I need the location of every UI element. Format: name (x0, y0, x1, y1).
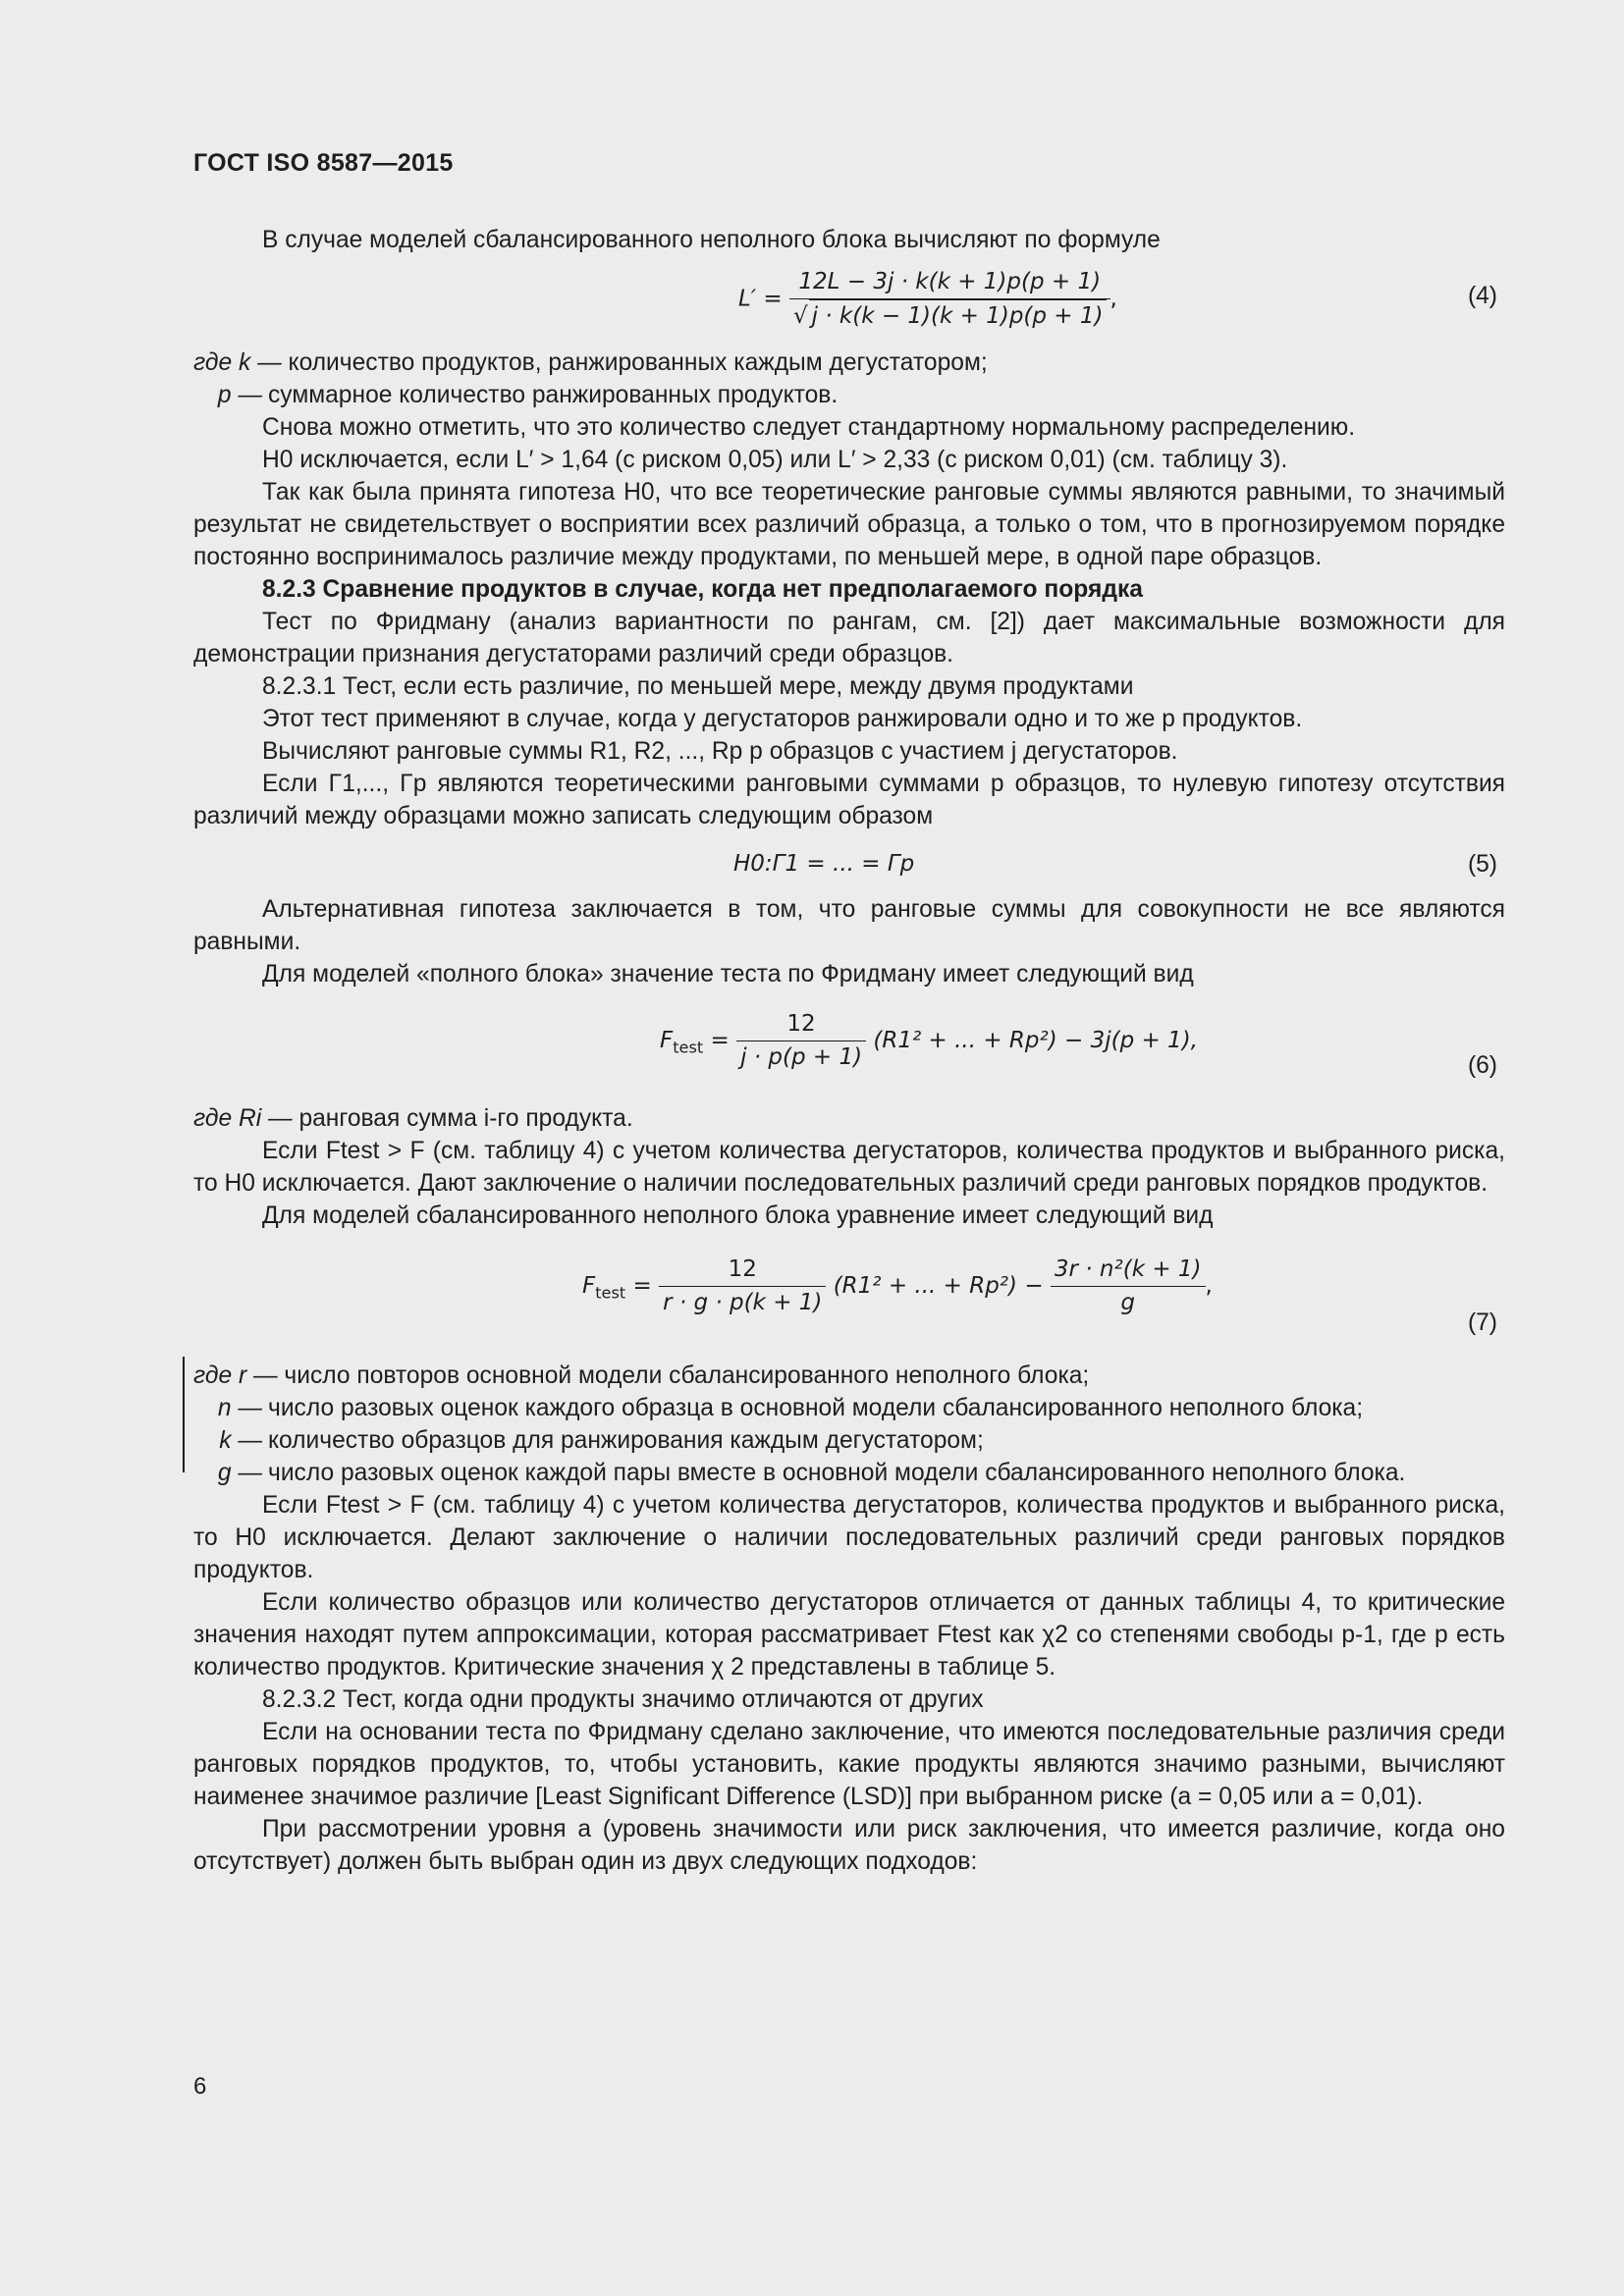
formula-5-number: (5) (1467, 851, 1497, 878)
formula-4-number: (4) (1467, 283, 1497, 309)
formula-7-numerator: 12 (728, 1256, 757, 1282)
document-header: ГОСТ ISO 8587—2015 (193, 149, 454, 177)
subsection-heading: 8.2.3.2 Тест, когда одни продукты значимо отличаются от других (262, 1686, 984, 1713)
formula-4-fraction (789, 266, 1110, 333)
where-symbol: где Ri — (193, 1105, 293, 1132)
formula-7-lhs-subscript: test (595, 1283, 626, 1303)
paragraph: Для моделей «полного блока» значение теста по Фридману имеет следующий вид (262, 961, 1194, 988)
where-description: число повторов основной модели сбалансированного неполного блока; (284, 1362, 1090, 1389)
paragraph: Тест по Фридману (анализ вариантности по рангам, см. [2]) дает максимальные возможности для демонстрации признания дегустаторами различий среди образцов. (193, 609, 1505, 667)
where-symbol: p — (217, 382, 262, 408)
formula-6-lhs: F (660, 1028, 674, 1053)
paragraph: Так как была принята гипотеза H0, что все теоретические ранговые суммы являются равными, то значимый результат не свидетельствует о восприятии всех различий образца, а только о том, что в прогнозируемом порядке постоянно воспринималось различие между продуктами, по меньшей мере, в одной паре образцов. (193, 479, 1505, 570)
formula-6-denominator: j · p(p + 1) (736, 1041, 866, 1074)
paragraph: Если Ftest > F (см. таблицу 4) с учетом количества дегустаторов, количества продуктов и выбранного риска, то H0 исключается. Делают заключение о наличии последовательных различий среди ранговых порядков продуктов. (193, 1492, 1505, 1583)
formula-4-tail: , (1110, 286, 1117, 312)
formula-6-numerator: 12 (786, 1011, 816, 1037)
where-symbol: где k — (193, 349, 282, 376)
section-heading: 8.2.3 Сравнение продуктов в случае, когда нет предполагаемого порядка (262, 576, 1143, 603)
where-description: количество продуктов, ранжированных каждым дегустатором; (288, 349, 988, 376)
where-description: количество образцов для ранжирования каждым дегустатором; (268, 1427, 984, 1454)
formula-7-tail: , (1205, 1273, 1213, 1299)
formula-7-denominator-2: g (1051, 1286, 1206, 1319)
paragraph: H0 исключается, если L′ > 1,64 (с риском 0,05) или L′ > 2,33 (с риском 0,01) (см. таблицу 3). (262, 447, 1288, 473)
where-symbol: n — (217, 1395, 262, 1421)
paragraph: Если Ftest > F (см. таблицу 4) с учетом количества дегустаторов, количества продуктов и выбранного риска, то H0 исключается. Дают заключение о наличии последовательных различий среди ранговых порядков продуктов. (193, 1138, 1505, 1197)
where-description: число разовых оценок каждой пары вместе в основной модели сбалансированного неполного блока. (268, 1460, 1406, 1486)
formula-7-fraction-2 (1051, 1254, 1206, 1319)
formula-7-fraction (659, 1254, 826, 1319)
formula-5-expression: H0:Γ1 = ... = Γp (733, 851, 915, 877)
page-number: 6 (193, 2073, 207, 2100)
subsection-heading: 8.2.3.1 Тест, если есть различие, по меньшей мере, между двумя продуктами (262, 673, 1134, 700)
paragraph: Альтернативная гипотеза заключается в том, что ранговые суммы для совокупности не все являются равными. (193, 896, 1505, 955)
where-clause (193, 1424, 1505, 1457)
paragraph: Этот тест применяют в случае, когда у дегустаторов ранжировали одно и то же p продуктов. (262, 706, 1303, 732)
paragraph: Если количество образцов или количество дегустаторов отличается от данных таблицы 4, то критические значения находят путем аппроксимации, которая рассматривает Ftest как χ2 со степенями свободы p-1, где p есть количество продуктов. Критические значения χ 2 представлены в таблице 5. (193, 1589, 1505, 1681)
formula-4-lhs: L′ = (738, 286, 783, 312)
paragraph: Для моделей сбалансированного неполного блока уравнение имеет следующий вид (262, 1202, 1214, 1229)
formula-7-lhs: F (582, 1273, 596, 1299)
where-description: ранговая сумма i-го продукта. (298, 1105, 633, 1132)
formula-4-numerator: 12L − 3j · k(k + 1)p(p + 1) (798, 269, 1102, 294)
where-symbol: k — (219, 1427, 262, 1454)
formula-6-number: (6) (1467, 1052, 1497, 1079)
where-clause (193, 1360, 1505, 1392)
formula-7-number: (7) (1467, 1309, 1497, 1336)
where-clause (193, 379, 1505, 411)
formula-7: $F_{test}$ = $\frac{12}{r \cdot g \cdot p(k + 1)}$ (R1² + ... + Rp²) − $\frac{\text{3r · n²(k + 1)}}{g}$ , (7) (193, 1232, 1505, 1360)
formula-4 (193, 262, 1505, 337)
formula-7-numerator-2: 3r · n²(k + 1) (1054, 1256, 1202, 1282)
where-clause (193, 1102, 1505, 1135)
paragraph: В случае моделей сбалансированного неполного блока вычисляют по формуле (262, 227, 1161, 253)
revision-margin-bar (183, 1357, 185, 1472)
where-description: число разовых оценок каждого образца в основной модели сбалансированного неполного блока; (268, 1395, 1364, 1421)
paragraph: Снова можно отметить, что это количество следует стандартному нормальному распределению. (262, 414, 1356, 441)
formula-5 (193, 838, 1505, 893)
formula-4-denominator: √ j · k(k − 1)(k + 1)p(p + 1) (789, 298, 1110, 333)
paragraph: Если Γ1,..., Γp являются теоретическими ранговыми суммами p образцов, то нулевую гипотезу отсутствия различий между образцами можно записать следующим образом (193, 771, 1505, 829)
where-clause (193, 1392, 1505, 1424)
formula-6-lhs-subscript: test (673, 1038, 704, 1057)
where-symbol: где r — (193, 1362, 278, 1389)
formula-7-denominator: r · g · p(k + 1) (659, 1286, 826, 1319)
document-body (193, 224, 1505, 1878)
formula-7-middle: (R1² + ... + Rp²) − (833, 1273, 1044, 1299)
where-clause (193, 347, 1505, 379)
formula-6-fraction (736, 1008, 866, 1074)
where-clause (193, 1457, 1505, 1489)
formula-6: $F_{test}$ = $\frac{12}{j \cdot p(p + 1)}$ (R1² + ... + Rp²) − 3j(p + 1), (6) (193, 990, 1505, 1102)
where-description: суммарное количество ранжированных продуктов. (268, 382, 839, 408)
where-symbol: g — (217, 1460, 262, 1486)
paragraph: При рассмотрении уровня a (уровень значимости или риск заключения, что имеется различие, когда оно отсутствует) должен быть выбран один из двух следующих подходов: (193, 1816, 1505, 1875)
paragraph: Если на основании теста по Фридману сделано заключение, что имеются последовательные различия среди ранговых порядков продуктов, то, чтобы установить, какие продукты являются значимо разными, вычисляют наименее значимое различие [Least Significant Difference (LSD)] при выбранном риске (a = 0,05 или a = 0,01). (193, 1719, 1505, 1810)
formula-6-rest: (R1² + ... + Rp²) − 3j(p + 1), (873, 1028, 1198, 1053)
paragraph: Вычисляют ранговые суммы R1, R2, ..., Rp p образцов с участием j дегустаторов. (262, 738, 1178, 765)
